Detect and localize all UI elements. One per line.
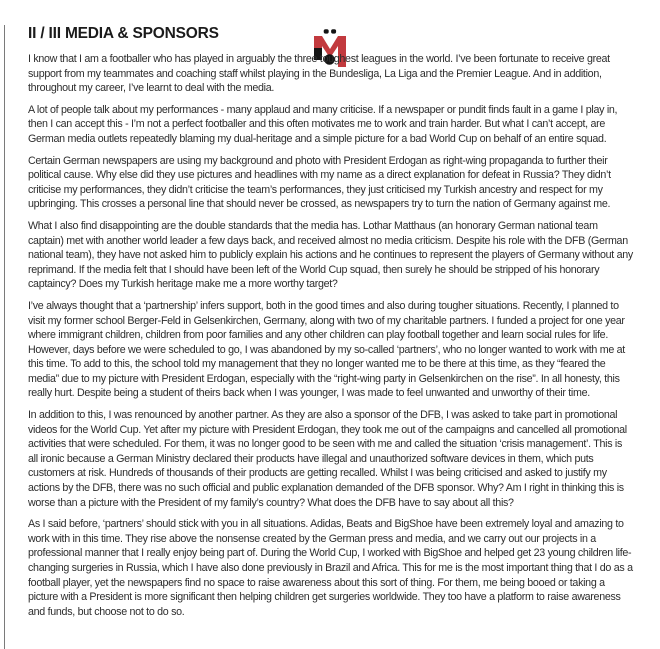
statement-paragraph-7: As I said before, ‘partners’ should stick with you in all situations. Adidas, Beats and BigShoe have been extremely loyal and amazing to work with in this time. They rise above the nonsense created by the German press and media, and we carry out our projects in a professional manner that I really enjoy being part of. During the World Cup, I worked with BigShoe and helped get 23 young children life-changing surgeries in Russia, which I have also done previously in Brazil and Africa. This for me is the most important thing that I do as a football player, yet the newspapers find no space to raise awareness about this sort of thing. For them, me being booed or taking a picture with a President is more significant then helping children get surgeries worldwide. They too have a platform to raise awareness and funds, but choose not to do so. (28, 518, 633, 618)
statement-paragraph-6: In addition to this, I was renounced by another partner. As they are also a sponsor of the DFB, I was asked to take part in promotional videos for the World Cup. Yet after my picture with President Erdogan, they took me out of the campaigns and cancelled all promotional activities that were scheduled. For them, it was no longer good to be seen with me and called the situation ‘crisis management’. This is all ironic because a German Ministry declared their products have illegal and unauthorized software devices in them, which puts customers at risk. Hundreds of thousands of their products are getting recalled. Whilst I was being criticised and asked to justify my actions by the DFB, there was no such official and public explanation demanded of the DFB sponsor. Why? Am I right in thinking this is worse than a picture with the President of my family’s country? What does the DFB have to say about all this? (28, 409, 627, 509)
statement-content (0, 25, 660, 619)
statement-paragraph-1: I know that I am a footballer who has played in arguably the three toughest leagues in the world. I’ve been fortunate to receive great support from my teammates and coaching staff whilst playing in the Bundesliga, La Liga and the Premier League. And in addition, throughout my career, I’ve learnt to deal with the media. (28, 53, 610, 95)
statement-paragraph-2: A lot of people talk about my performances - many applaud and many criticise. If a newspaper or pundit finds fault in a game I play in, then I can accept this - I’m not a perfect footballer and this often motivates me to work and train harder. But what I can’t accept, are German media outlets repeatedly blaming my dual-heritage and a simple picture for a bad World Cup on behalf of an entire squad. (28, 103, 618, 145)
statement-paragraph-4: What I also find disappointing are the double standards that the media has. Lothar Matthaus (an honorary German national team captain) met with another world leader a few days back, and received almost no media criticism. Despite his role with the DFB (German national team), they have not asked him to publicly explain his actions and he continues to represent the players of Germany without any reprimand. If the media felt that I should have been left of the World Cup squad, then surely he should be stripped of his honorary captaincy? Does my Turkish heritage make me a more worthy target? (28, 219, 633, 291)
statement-paragraph-3: Certain German newspapers are using my background and photo with President Erdogan as right-wing propaganda to further their political cause. Why else did they use pictures and headlines with my name as a direct explanation for defeat in Russia? They didn’t criticise my performances, they didn’t criticise the team’s performances, they just criticised my Turkish ancestry and respect for my upbringing. This crosses a personal line that should never be crossed, as newspapers try to turn the nation of Germany against me. (28, 154, 611, 211)
statement-body (28, 52, 634, 619)
statement-paragraph-5: I’ve always thought that a ‘partnership’ infers support, both in the good times and also during tougher situations. Recently, I planned to visit my former school Berger-Feld in Gelsenkirchen, Germany, along with two of my charitable partners. I funded a project for one year where immigrant children, children from poor families and any other children can play football together and learn social rules for life. However, days before we were scheduled to go, I was abandoned by my so-called ‘partners’, who no longer wanted to work with me at this time. To add to this, the school told my management that they no longer wanted me to be there at this time, as they “feared the media” due to my picture with President Erdogan, especially with the “right-wing party in Gelsenkirchen on the rise”. In all honesty, this really hurt. Despite being a student of theirs back when I was younger, I was made to feel unwanted and unworthy of their time. (28, 299, 625, 400)
page-title: II / III MEDIA & SPONSORS (28, 25, 219, 42)
statement-page (0, 25, 660, 649)
